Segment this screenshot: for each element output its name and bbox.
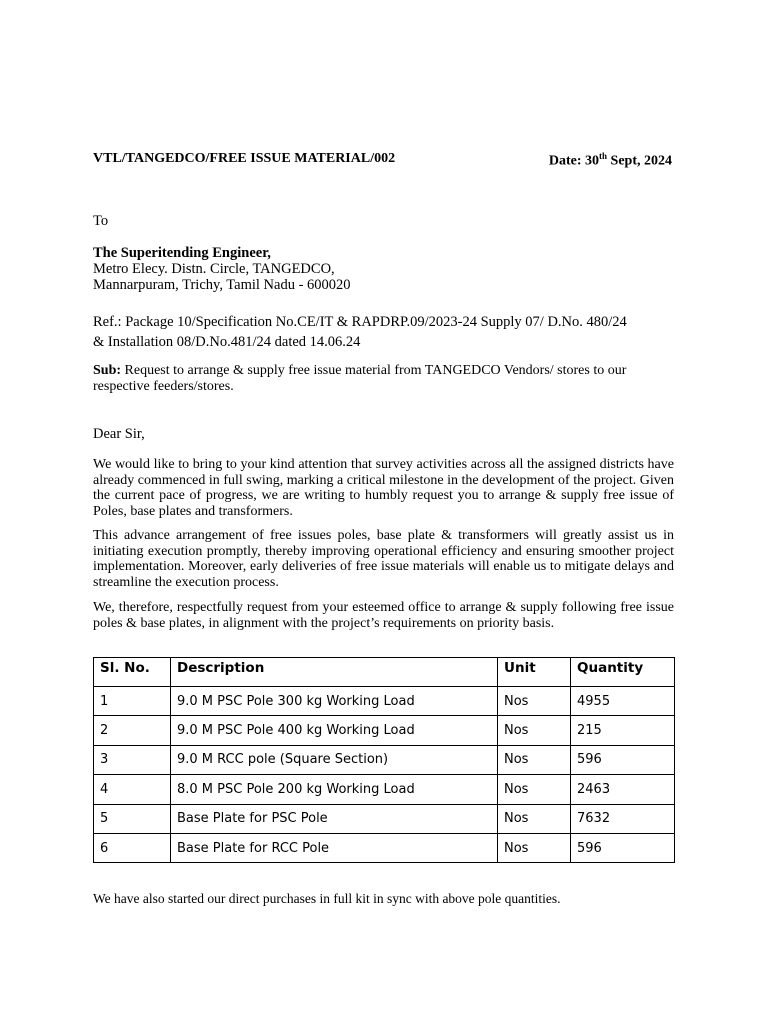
table-header-row (94, 658, 675, 687)
cell-quantity: 215 (571, 716, 675, 745)
cell-quantity: 596 (571, 833, 675, 862)
salutation: Dear Sir, (93, 426, 145, 442)
header-sl-no: Sl. No. (94, 658, 171, 687)
table-row (94, 745, 675, 774)
cell-description: Base Plate for PSC Pole (171, 804, 498, 833)
cell-description: 9.0 M PSC Pole 300 kg Working Load (171, 687, 498, 716)
cell-unit: Nos (498, 804, 571, 833)
material-table (93, 657, 675, 863)
cell-sl-no: 5 (94, 804, 171, 833)
paragraph-3: We, therefore, respectfully request from your esteemed office to arrange & supply following free issue poles & base plates, in alignment with the project’s requirements on priority basis. (93, 600, 674, 631)
cell-unit: Nos (498, 833, 571, 862)
cell-sl-no: 3 (94, 745, 171, 774)
cell-quantity: 7632 (571, 804, 675, 833)
cell-quantity: 596 (571, 745, 675, 774)
paragraph-2: This advance arrangement of free issues poles, base plate & transformers will greatly assist us in initiating execution promptly, thereby improving operational efficiency and ensuring smoother project implementation. Moreover, early deliveries of free issue materials will enable us to mitigate delays and streamline the execution process. (93, 528, 674, 590)
cell-unit: Nos (498, 716, 571, 745)
date-ordinal: th (599, 151, 608, 161)
table-row (94, 687, 675, 716)
reference-line1: Ref.: Package 10/Specification No.CE/IT & RAPDRP.09/2023-24 Supply 07/ D.No. 480/24 (93, 314, 627, 330)
date-month-year: Sept, 2024 (607, 153, 672, 169)
reference-number: VTL/TANGEDCO/FREE ISSUE MATERIAL/002 (93, 151, 396, 166)
subject-text: Request to arrange & supply free issue material from TANGEDCO Vendors/ stores to our respective feeders/stores. (93, 363, 627, 394)
cell-description: 9.0 M PSC Pole 400 kg Working Load (171, 716, 498, 745)
cell-sl-no: 1 (94, 687, 171, 716)
recipient-address-line2: Mannarpuram, Trichy, Tamil Nadu - 600020 (93, 277, 351, 293)
cell-description: Base Plate for RCC Pole (171, 833, 498, 862)
reference-line2: & Installation 08/D.No.481/24 dated 14.06.24 (93, 334, 361, 350)
cell-description: 9.0 M RCC pole (Square Section) (171, 745, 498, 774)
cell-description: 8.0 M PSC Pole 200 kg Working Load (171, 775, 498, 804)
header-quantity: Quantity (571, 658, 675, 687)
recipient-title: The Superitending Engineer, (93, 245, 271, 261)
table-row (94, 775, 675, 804)
to-label: To (93, 213, 109, 229)
closing-paragraph: We have also started our direct purchases in full kit in sync with above pole quantities. (93, 891, 561, 906)
table-row (94, 833, 675, 862)
reference-block (93, 312, 674, 352)
cell-unit: Nos (498, 687, 571, 716)
subject-line (93, 363, 674, 394)
header-description: Description (171, 658, 498, 687)
cell-unit: Nos (498, 745, 571, 774)
cell-sl-no: 6 (94, 833, 171, 862)
date-day: Date: 30 (548, 153, 600, 169)
cell-quantity: 2463 (571, 775, 675, 804)
table-row (94, 716, 675, 745)
cell-unit: Nos (498, 775, 571, 804)
cell-sl-no: 2 (94, 716, 171, 745)
recipient-address-line1: Metro Elecy. Distn. Circle, TANGEDCO, (93, 261, 335, 277)
cell-quantity: 4955 (571, 687, 675, 716)
cell-sl-no: 4 (94, 775, 171, 804)
recipient-block (93, 245, 674, 293)
subject-label: Sub: (93, 363, 122, 378)
header-unit: Unit (498, 658, 571, 687)
table-row (94, 804, 675, 833)
letter-date (549, 151, 672, 170)
paragraph-1: We would like to bring to your kind attention that survey activities across all the assigned districts have already commenced in full swing, marking a critical milestone in the development of the project. Given the current pace of progress, we are writing to humbly request you to arrange & supply free issue of Poles, base plates and transformers. (93, 457, 674, 519)
